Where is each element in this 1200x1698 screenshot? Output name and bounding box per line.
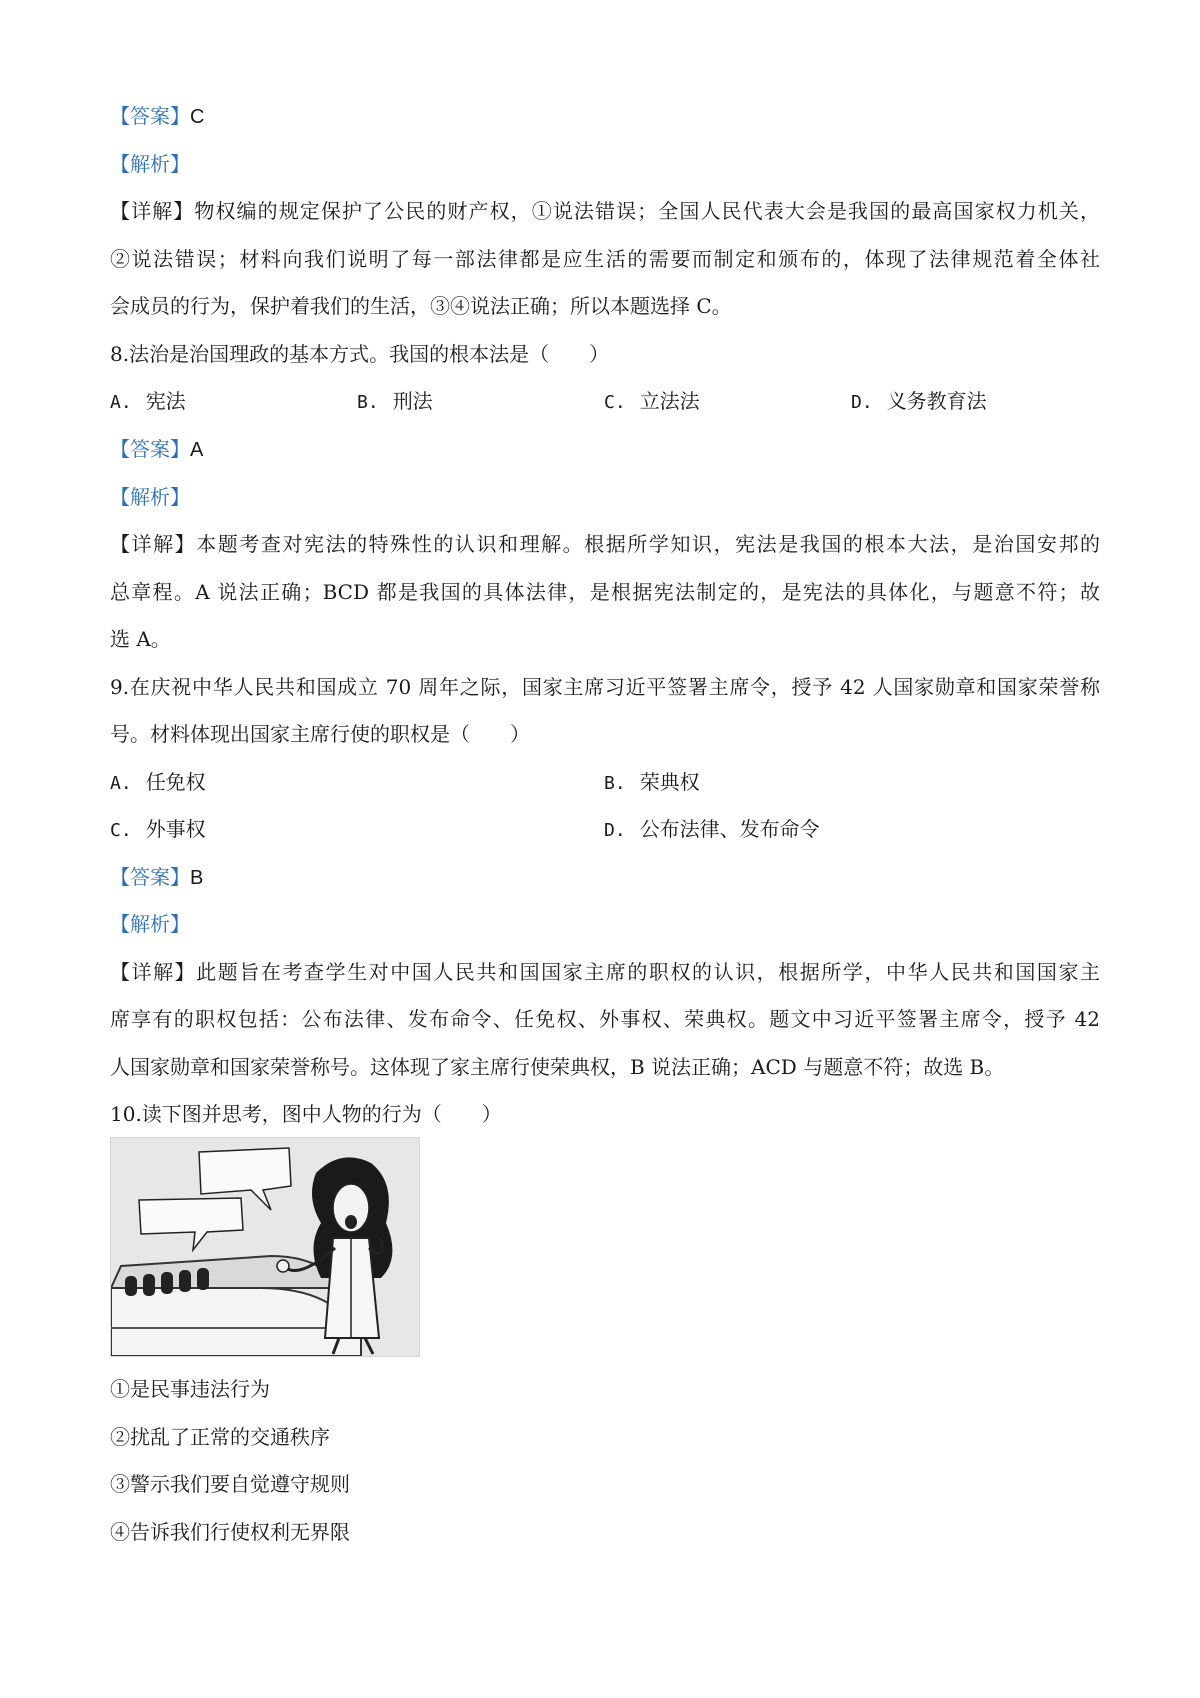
q9-option-d: D. 公布法律、发布命令: [604, 817, 820, 841]
q9-option-c: C. 外事权: [110, 817, 206, 841]
q7-answer-line: [110, 102, 1100, 131]
q7-detail-line-1: 【详解】物权编的规定保护了公民的财产权，①说法错误；全国人民代表大会是我国的最高国家权力机关，: [110, 199, 1101, 223]
q7-analysis-tag: 【解析】: [110, 152, 190, 176]
answer-value: B: [190, 867, 204, 889]
answer-value: C: [190, 106, 205, 128]
q9-stem-line-1: 9.在庆祝中华人民共和国成立 70 周年之际，国家主席习近平签署主席令，授予 42 人国家勋章和国家荣誉称: [110, 675, 1100, 699]
q8-option-c: C. 立法法: [604, 389, 700, 413]
q10-item-4: ④告诉我们行使权利无界限: [110, 1520, 350, 1544]
q7-detail-line-2: ②说法错误；材料向我们说明了每一部法律都是应生活的需要而制定和颁布的，体现了法律规范着全体社: [110, 247, 1100, 271]
q9-option-b: B. 荣典权: [604, 770, 700, 794]
q8-answer-line: [110, 435, 1100, 464]
answer-tag: 【答案】: [110, 865, 190, 889]
q8-analysis-tag: 【解析】: [110, 485, 190, 509]
detail-tag: 【详解】: [110, 532, 197, 556]
q10-item-1: ①是民事违法行为: [110, 1377, 270, 1401]
cartoon-image: [110, 1137, 420, 1357]
q10-item-2: ②扰乱了正常的交通秩序: [110, 1425, 330, 1449]
q9-option-a: A. 任免权: [110, 770, 206, 794]
detail-tag: 【详解】: [110, 199, 195, 223]
q9-stem-line-2: 号。材料体现出国家主席行使的职权是（ ）: [110, 722, 530, 746]
q7-detail-line-3: 会成员的行为，保护着我们的生活，③④说法正确；所以本题选择 C。: [110, 294, 732, 318]
q8-option-d: D. 义务教育法: [851, 389, 987, 413]
q9-answer-line: [110, 863, 1100, 892]
detail-tag: 【详解】: [110, 960, 197, 984]
q8-stem: 8.法治是治国理政的基本方式。我国的根本法是（ ）: [110, 342, 610, 366]
cartoon-illustration: [111, 1138, 419, 1356]
answer-tag: 【答案】: [110, 104, 190, 128]
answer-value: A: [190, 439, 204, 461]
q10-stem: 10.读下图并思考，图中人物的行为（ ）: [110, 1102, 502, 1126]
q8-detail-line-2: 总章程。A 说法正确；BCD 都是我国的具体法律，是根据宪法制定的，是宪法的具体化，与题意不符；故: [110, 580, 1100, 604]
q10-item-3: ③警示我们要自觉遵守规则: [110, 1472, 350, 1496]
q9-detail-line-2: 席享有的职权包括：公布法律、发布命令、任免权、外事权、荣典权。题文中习近平签署主席令，授予 42: [110, 1007, 1100, 1031]
q8-detail-line-1: 【详解】本题考查对宪法的特殊性的认识和理解。根据所学知识，宪法是我国的根本大法，是治国安邦的: [110, 532, 1101, 556]
answer-tag: 【答案】: [110, 437, 190, 461]
q9-analysis-tag: 【解析】: [110, 912, 190, 936]
q8-option-b: B. 刑法: [357, 389, 433, 413]
q8-option-a: A. 宪法: [110, 389, 186, 413]
q8-detail-line-3: 选 A。: [110, 627, 171, 651]
q9-detail-line-1: 【详解】此题旨在考查学生对中国人民共和国国家主席的职权的认识，根据所学，中华人民共和国国家主: [110, 960, 1101, 984]
q9-detail-line-3: 人国家勋章和国家荣誉称号。这体现了家主席行使荣典权，B 说法正确；ACD 与题意不符；故选 B。: [110, 1055, 1005, 1079]
